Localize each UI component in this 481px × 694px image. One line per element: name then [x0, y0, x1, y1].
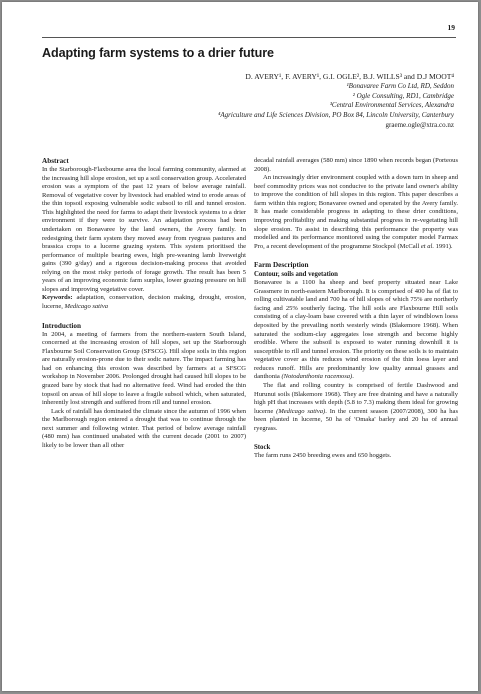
keywords-italic: Medicago sativa	[64, 303, 108, 310]
abstract-text: In the Starborough-Flaxbourne area the local farming community, alarmed at the increasing hill slope erosion, set up a soil conservation group. Accelerated erosion was a symptom of the past 12 years of below average rainfall. Removal of vegetative cover by livestock had enabled wind to erode areas of the thin topsoil exposing vulnerable sodic subsoil to rill and tunnel erosion. This highlighted the need for farms to adapt their livestock systems to a drier environment if they were to survive. An adaptation process had been undertaken on Bonavaree by the land owners, the Avery family. In redesigning their farm system they moved away from ryegrass pastures and brassica crops to a lucerne grazing system. This system prioritised the performance of multiple bearing ewes, high pre-weaning lamb liveweight gains (390 g/day) and a rigorous decision-making process that avoided relying on the most risky periods of forage growth. The result has been 5 years of an improving economic farm surplus, lower grazing pressure on hill slopes and improving vegetative cover.	[42, 166, 246, 293]
affiliation-2: ² Ogle Consulting, RD1, Cambridge	[352, 91, 454, 100]
intro-paragraph-2-continued: decadal rainfall averages (580 mm) since 1890 when records began (Porteous 2008).	[254, 157, 458, 173]
stock-paragraph: The farm runs 2450 breeding ewes and 650 hoggets.	[254, 452, 392, 460]
header-rule	[42, 37, 456, 38]
danthonia-species: (Notodanthonia racemosa)	[281, 373, 353, 381]
farm-paragraph-2-end: . In the current season (2007/2008), 300 ha has been planted in lucerne, 50 ha of 'Omaka' barley and 20 ha of annual ryegrass.	[254, 407, 458, 432]
farm-paragraph-1-text: Bonavaree is a 1100 ha sheep and beef property situated near Lake Grassmere in north-eastern Marlborough. It is comprised of 400 ha of flat to rolling cultivatable land and 700 ha of hill slopes of which 75% are northerly facing and 25% southerly facing. The hill soils are Flaxbourne Hill soils consisting of a clay-loam base covered with a thin layer of windblown loess deposited by the prevailing north westerly winds (Blakemore 1968). When saturated the sodium-clay aggregates lose strength and become highly erodible. Where the subsoil is exposed to water running downhill it is susceptible to rill and tunnel erosion. The priority on these soils is to maintain vegetative cover as this reduces wind erosion of the thin loess layer and reduces runoff. Hills are predominantly low quality annual grasses and danthonia	[254, 279, 458, 381]
farm-paragraph-2	[254, 382, 458, 433]
affiliation-3: ³Central Environmental Services, Alexandra	[329, 101, 454, 110]
page-number: 19	[447, 23, 455, 32]
paper-title: Adapting farm systems to a drier future	[42, 46, 274, 60]
contact-email: graeme.ogle@xtra.co.nz	[385, 120, 454, 129]
affiliation-1: ¹Bonavaree Farm Co Ltd, RD, Seddon	[346, 81, 454, 90]
paper-page	[2, 2, 478, 691]
intro-paragraph-2: Lack of rainfall has dominated the climate since the autumn of 1996 when the Marlborough region entered a drought that was to continue through the next summer and following winter. That period of below average rainfall (480 mm) has continued unabated with the current decade (2001 to 2007) likely to be lower than all other	[42, 407, 246, 449]
intro-paragraph-1: In 2004, a meeting of farmers from the northern-eastern South Island, concerned at the increasing erosion of hill slopes, set up the Starborough Flaxbourne Soil Conservation Group (SFSCG). Hill slope soils in this region are naturally erosion-prone due to their sodic nature. The impact farming has had on enhancing this erosion was described by farmers at a SFSCG workshop in November 2006. Prolonged drought had caused hill slopes to be grazed bare by stock that had no alternative feed. Wind had eroded the thin topsoil on areas of hill slope to leave a fragile subsoil which, when saturated, inherently lost strength and suffered from rill and tunnel erosion.	[42, 330, 246, 407]
keywords-label: Keywords:	[42, 294, 73, 302]
introduction-heading: Introduction	[42, 321, 82, 330]
intro-paragraph-3	[254, 174, 458, 251]
farm-paragraph-2-text: The flat and rolling country is comprised of fertile Dashwood and Hurunui soils (Blakemore 1968). They are free draining and have a naturally high pH that increases with depth (5.8 to 7.3) making them ideal for growing lucerne	[254, 381, 458, 415]
right-column	[254, 157, 458, 461]
lucerne-species: (Medicago sativa)	[276, 407, 326, 415]
author-names: D. AVERY¹, F. AVERY¹, G.I. OGLE², B.J. WILLS³ and D.J MOOT⁴	[245, 72, 454, 81]
intro-paragraph-3-text: An increasingly drier environment coupled with a down turn in sheep and beef commodity prices was not conducive to the private land owner's ability to improve the condition of hill slopes in this region. This paper describes a farm within this region; Bonavaree owned and operated by the Avery family. It has made considerable progress in adapting to these drier conditions, improving profitability and making substantial progress in re-vegetating hill slope erosion. To assist in describing this performance the property was modelled and its performance monitored using the computer model Farmax Pro, a recent development of the programme Stockpol (McCall	[254, 174, 458, 250]
stock-heading: Stock	[254, 444, 271, 452]
abstract-heading: Abstract	[42, 157, 69, 165]
left-column	[42, 157, 246, 450]
author-block	[218, 72, 454, 131]
keywords-line	[42, 294, 246, 311]
farm-description-heading: Farm Description	[254, 261, 309, 270]
keywords-text: adaptation, conservation, decision making, drought, erosion, lucerne,	[42, 294, 246, 310]
affiliation-4: ⁴Agriculture and Life Sciences Division, PO Box 84, Lincoln University, Canterbury	[217, 111, 454, 120]
citation-year: 1991).	[435, 242, 453, 250]
citation-etal: et al.	[420, 242, 434, 250]
farm-paragraph-1	[254, 279, 458, 382]
contour-soils-subheading: Contour, soils and vegetation	[254, 271, 338, 279]
farm-paragraph-1-end: .	[352, 373, 354, 381]
